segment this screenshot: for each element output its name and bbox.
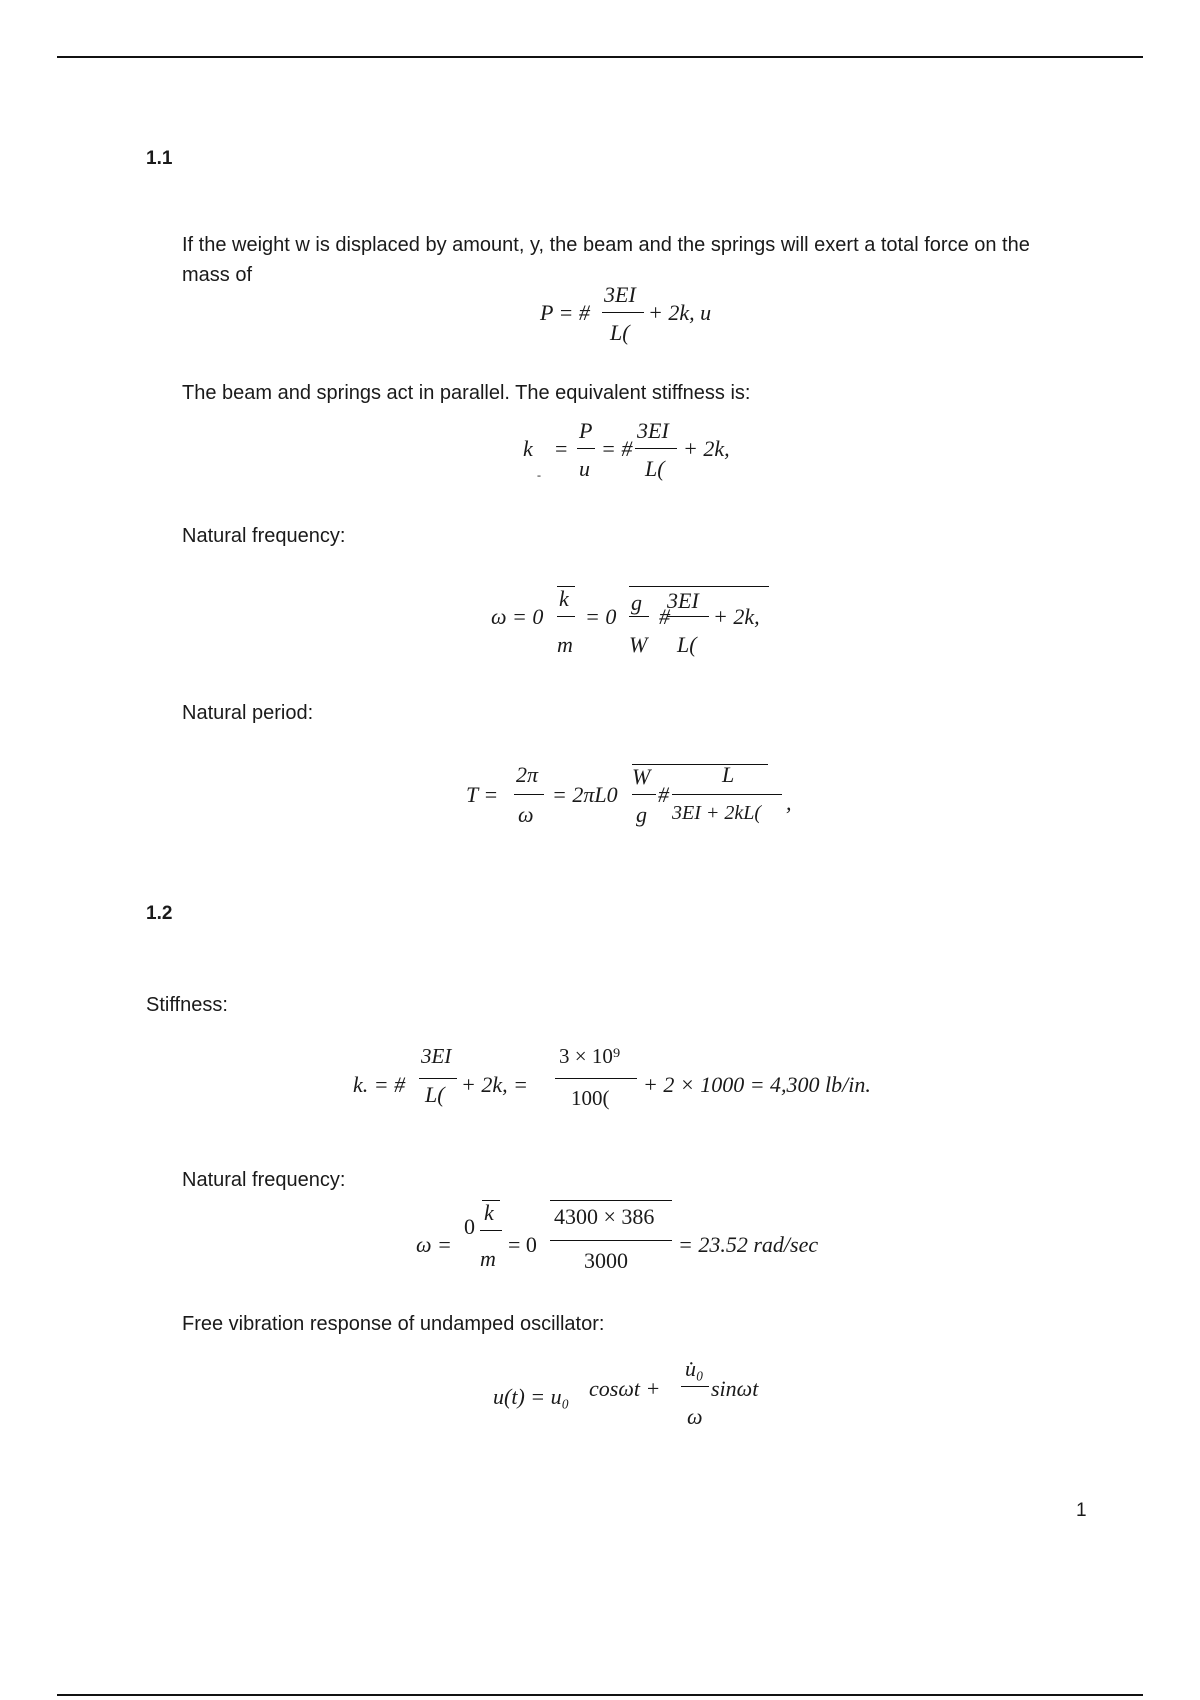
eq1-num: 3EI <box>604 282 636 307</box>
eq5-den1: L( <box>425 1082 445 1107</box>
natural-period-label: Natural period: <box>182 702 314 724</box>
intro-paragraph: If the weight w is displaced by amount, y, the beam and the springs will exert a total force on the mass of <box>182 234 1030 286</box>
response-label: Free vibration response of undamped oscillator: <box>182 1313 605 1335</box>
eq4-hash: # <box>658 782 669 807</box>
eq3-den2: W <box>629 632 648 657</box>
eq1-fraction-bar <box>602 312 644 313</box>
section-heading-1-1: 1.1 <box>146 148 173 169</box>
eq4-den1: ω <box>518 802 534 827</box>
natural-frequency-label-2: Natural frequency: <box>182 1169 346 1191</box>
eq6-rhs: = 23.52 rad/sec <box>678 1232 819 1257</box>
eq3-den1: m <box>557 632 573 657</box>
equation-stiffness-value <box>353 1044 933 1120</box>
natural-frequency-label-1: Natural frequency: <box>182 525 346 547</box>
eq6-num1: k <box>484 1200 494 1225</box>
eq6-den1: m <box>480 1246 496 1271</box>
eq1-lhs: P = # <box>540 300 590 325</box>
eq5-den2: 100( <box>571 1086 610 1110</box>
eq3-mid: = 0 <box>585 604 617 629</box>
eq3-fraction-bar-2 <box>629 616 649 617</box>
equation-free-vibration-response <box>493 1356 793 1430</box>
eq5-num1: 3EI <box>421 1044 452 1068</box>
eq4-den3: 3EI + 2kL( <box>672 802 762 824</box>
eq4-fraction-bar-2 <box>632 794 656 795</box>
eq3-fraction-bar-3 <box>667 616 709 617</box>
eq2-num2: 3EI <box>637 418 669 443</box>
eq6-mid: = 0 <box>508 1232 537 1257</box>
eq2-fraction-bar-1 <box>577 448 595 449</box>
eq2-den1: u <box>579 456 590 481</box>
eq2-fraction-bar-2 <box>635 448 677 449</box>
page-number: 1 <box>1076 1500 1087 1521</box>
eq3-lhs: ω = 0 <box>491 604 544 629</box>
eq7-den: ω <box>687 1404 703 1429</box>
eq6-root-bar-2 <box>550 1200 672 1201</box>
eq2-lhs: k <box>523 436 533 461</box>
eq1-rhs: + 2k, u <box>648 300 712 325</box>
equation-natural-frequency <box>491 582 791 662</box>
eq4-den2: g <box>636 802 647 827</box>
eq6-root1: 0 <box>464 1214 475 1239</box>
equation-natural-period <box>466 760 816 840</box>
eq4-root-bar <box>632 764 768 765</box>
eq2-den2: L( <box>645 456 665 481</box>
eq6-den2: 3000 <box>584 1248 628 1273</box>
bottom-rule <box>57 1694 1143 1696</box>
eq2-rhs: + 2k, <box>683 436 730 461</box>
eq4-fraction-bar-1 <box>514 794 544 795</box>
eq4-mid: = 2πL0 <box>552 782 618 807</box>
eq6-lhs: ω = <box>416 1232 452 1257</box>
eq6-num2: 4300 × 386 <box>554 1204 655 1229</box>
equation-frequency-value <box>416 1196 876 1280</box>
eq4-tail: , <box>786 790 792 815</box>
eq5-mid: + 2k, = <box>461 1072 528 1097</box>
parallel-paragraph: The beam and springs act in parallel. The equivalent stiffness is: <box>182 382 751 404</box>
eq7-num: u̇₀ <box>685 1356 704 1381</box>
eq5-lhs: k. = # <box>353 1072 406 1097</box>
eq5-num2: 3 × 10⁹ <box>559 1044 621 1068</box>
eq5-fraction-bar-2 <box>555 1078 637 1079</box>
eq4-fraction-bar-3 <box>672 794 782 795</box>
eq3-den3: L( <box>677 632 697 657</box>
equation-force <box>540 282 780 352</box>
eq7-lhs: u(t) = u₀ <box>493 1384 570 1409</box>
eq3-hash: # <box>659 604 670 629</box>
eq4-num1: 2π <box>516 762 539 787</box>
eq5-fraction-bar-1 <box>419 1078 457 1079</box>
eq4-lhs: T = <box>466 782 499 807</box>
eq1-den: L( <box>610 320 630 345</box>
eq6-fraction-bar-2 <box>550 1240 672 1241</box>
eq4-num2: W <box>632 764 651 789</box>
eq3-num2: g <box>631 590 642 615</box>
eq7-cos: cosωt + <box>589 1376 661 1401</box>
eq3-root-bar-2 <box>629 586 769 587</box>
stiffness-label: Stiffness: <box>146 994 228 1016</box>
eq2-equals: = <box>555 436 568 461</box>
eq4-num3: L <box>722 762 735 787</box>
eq6-fraction-bar-1 <box>480 1230 502 1231</box>
section-heading-1-2: 1.2 <box>146 903 173 924</box>
eq7-fraction-bar <box>681 1386 709 1387</box>
eq2-num1: P <box>579 418 593 443</box>
eq5-rhs: + 2 × 1000 = 4,300 lb/in. <box>643 1072 871 1097</box>
eq3-fraction-bar-1 <box>557 616 575 617</box>
eq2-mid: = # <box>601 436 633 461</box>
eq3-num1: k <box>559 586 569 611</box>
top-rule <box>57 56 1143 58</box>
equation-equivalent-stiffness <box>523 418 783 494</box>
eq2-sub: - <box>537 468 541 482</box>
eq3-num3: 3EI <box>667 588 699 613</box>
eq7-rhs: sinωt <box>711 1376 759 1401</box>
eq3-rhs: + 2k, <box>713 604 760 629</box>
